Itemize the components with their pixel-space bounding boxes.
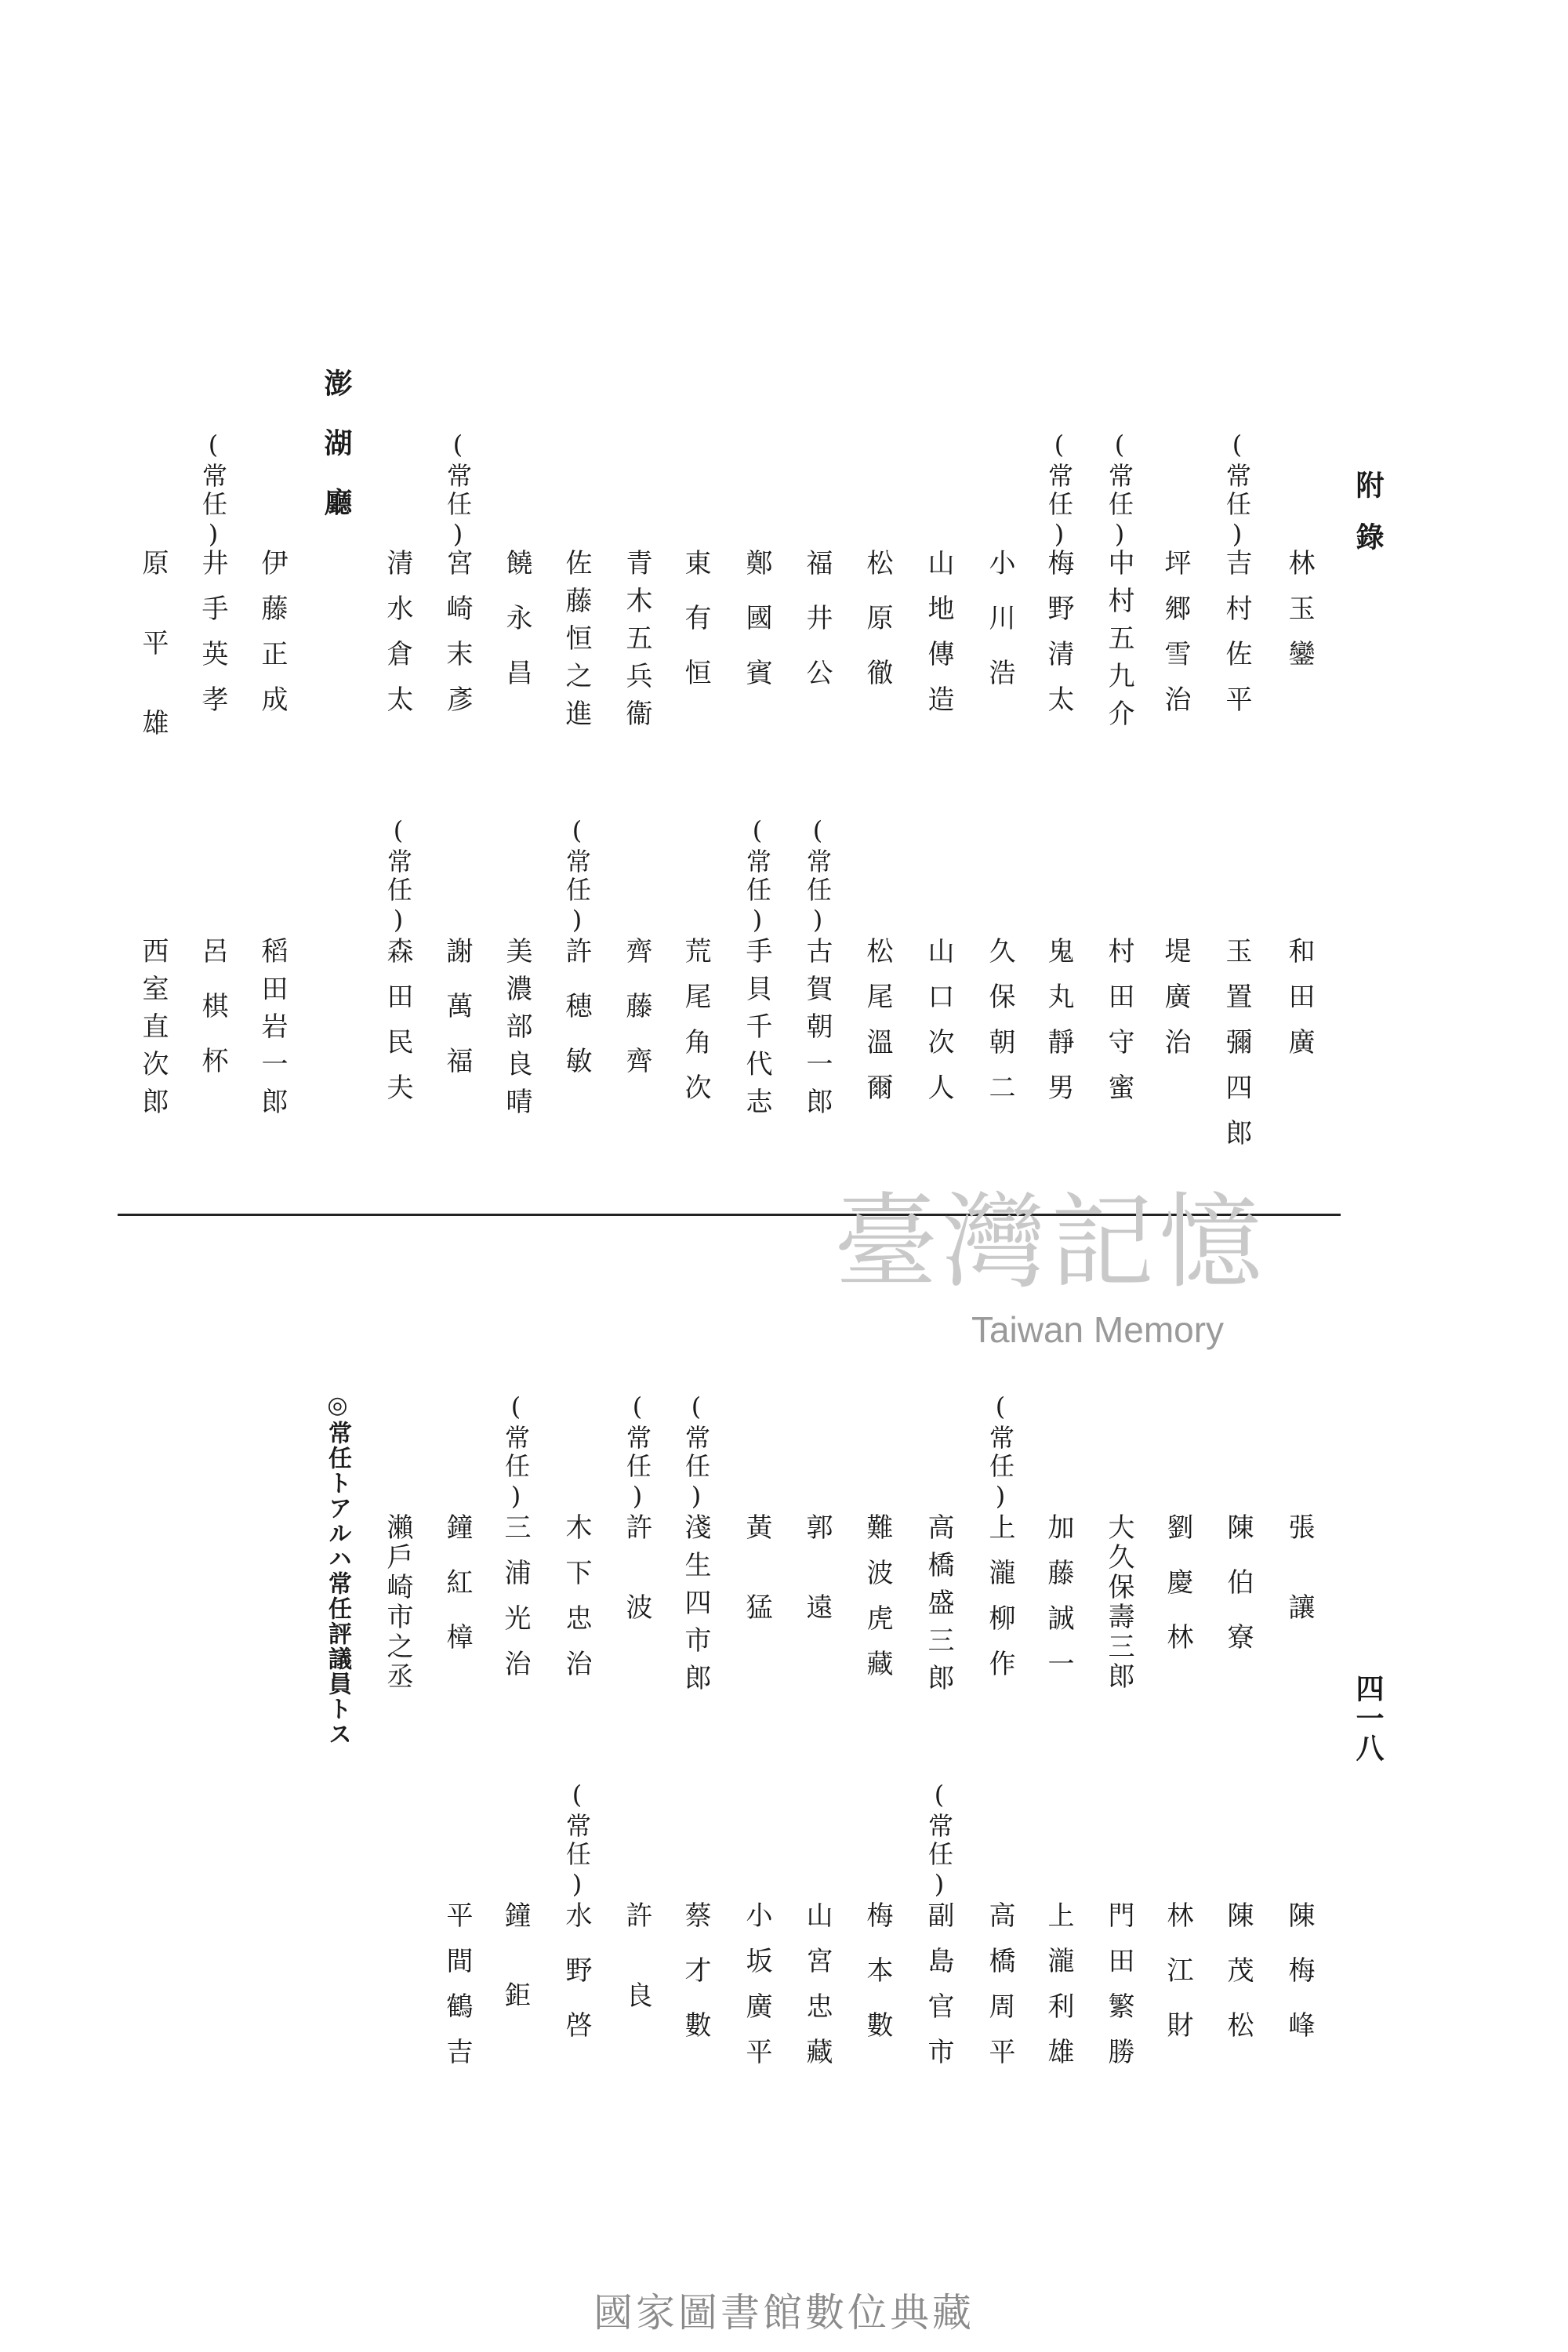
upper-col13-bottom: 許穂敏 [561,937,592,1102]
lower-col12-top: 許波 [621,1513,652,1673]
lower-col11-tag: (常任) [681,1392,711,1514]
lower-col2-bottom: 陳茂松 [1222,1901,1254,2066]
upper-col9-tag: (常任) [803,815,833,938]
lower-col9-top: 郭遠 [801,1513,833,1673]
page-number: 四一八 [1352,1674,1385,1763]
lower-col4-top: 大久保壽三郎 [1103,1513,1134,1692]
upper-col7-top: 山地傳造 [923,549,954,731]
upper-col9-top: 福井公 [801,549,833,713]
lower-col8-bottom: 梅本數 [862,1901,893,2066]
lower-col14-top: 三浦光治 [499,1513,531,1695]
lower-col15-top: 鐘紅樟 [441,1513,473,1678]
lower-col13-top: 木下忠治 [561,1513,592,1695]
upper-col11-bottom: 荒尾角次 [680,937,711,1119]
upper-col4-tag: (常任) [1105,430,1134,552]
lower-col4-bottom: 門田繁勝 [1103,1901,1134,2083]
upper-col3-bottom: 堤廣治 [1160,937,1191,1073]
upper-col19-bottom: 西室直次郎 [137,937,169,1125]
upper-col6-top: 小川浩 [984,549,1015,713]
lower-col1-top: 張讓 [1283,1513,1315,1673]
library-footer: 國家圖書館數位典藏 [593,2290,975,2336]
lower-col9-bottom: 山宮忠藏 [801,1901,833,2083]
lower-col6-tag: (常任) [985,1392,1015,1514]
upper-col5-tag: (常任) [1044,430,1074,552]
watermark-en: Taiwan Memory [971,1309,1225,1350]
upper-col19-top: 原平雄 [137,549,169,789]
lower-col7-tag: (常任) [924,1780,954,1902]
upper-col14-bottom: 美濃部良晴 [501,937,532,1125]
upper-col15-top: 宮崎末彥 [441,549,473,731]
upper-col10-bottom: 手貝千代志 [741,937,772,1125]
lower-col16-top: 瀨戶崎市之丞 [382,1513,413,1692]
lower-col11-bottom-top: 淺生四市郎 [680,1513,711,1701]
lower-col5-bottom: 上瀧利雄 [1043,1901,1074,2083]
lower-col10-top: 黃猛 [741,1513,772,1673]
upper-col5-bottom: 鬼丸靜男 [1043,937,1074,1119]
upper-col12-top: 青木五兵衞 [621,549,652,737]
lower-col3-bottom: 林江財 [1162,1901,1193,2066]
penghu-prefecture-heading: 澎湖廳 [320,368,353,547]
lower-col1-bottom: 陳梅峰 [1283,1901,1315,2066]
lower-col12-bottom: 許良 [621,1901,652,2061]
upper-col13-top: 佐藤恒之進 [561,549,592,737]
taiwan-memory-watermark [768,1176,1333,1364]
lower-col14-bottom: 鐘鉅 [499,1901,531,2061]
upper-col8-bottom: 松尾溫爾 [862,937,893,1119]
lower-col13-tag: (常任) [562,1780,592,1902]
upper-col2-top: 吉村佐平 [1221,549,1252,731]
upper-col16-tag: (常任) [383,815,413,938]
upper-col1-top: 林玉鑾 [1283,549,1315,685]
lower-col5-top: 加藤誠一 [1043,1513,1074,1695]
upper-col14-top: 饒永昌 [501,549,532,713]
lower-col11-bottom: 蔡才數 [680,1901,711,2066]
upper-col15-bottom: 謝萬福 [441,937,473,1102]
lower-col7-top: 高橋盛三郎 [923,1513,954,1701]
upper-col8-top: 松原徹 [862,549,893,713]
upper-col10-tag: (常任) [742,815,772,938]
footnote-standing-member: ◎常任トアルハ常任評議員トス [324,1392,351,1747]
watermark-cjk: 臺灣記憶 [834,1182,1267,1303]
upper-col3-top: 坪郷雪治 [1160,549,1191,731]
lower-col6-top: 上瀧柳作 [984,1513,1015,1695]
upper-col16-bottom: 森田民夫 [382,937,413,1119]
upper-col4-bottom: 村田守蜜 [1103,937,1134,1119]
upper-col2-bottom: 玉置彌四郎 [1221,937,1252,1164]
upper-col18-top: 井手英孝 [197,549,228,731]
upper-col18-bottom: 呂棋杯 [197,937,228,1102]
upper-col7-bottom: 山口次人 [923,937,954,1119]
upper-col16-top: 清水倉太 [382,549,413,731]
upper-col9-bottom: 古賀朝一郎 [801,937,833,1125]
lower-col8-top: 難波虎藏 [862,1513,893,1695]
upper-col12-bottom: 齊藤齊 [621,937,652,1102]
upper-col11-top: 東有恒 [680,549,711,713]
lower-col13-bottom: 水野啓 [561,1901,592,2066]
lower-col14-tag: (常任) [501,1392,531,1514]
section-title: 附錄 [1352,470,1385,574]
upper-col10-top: 鄭國賓 [741,549,772,713]
lower-col15-bottom: 平間鶴吉 [441,1901,473,2083]
upper-col5-top: 梅野清太 [1043,549,1074,731]
upper-col17-top: 伊藤正成 [256,549,288,731]
lower-col6-bottom: 高橋周平 [984,1901,1015,2083]
upper-col18-tag: (常任) [198,430,228,552]
lower-col3-top: 劉慶林 [1162,1513,1193,1678]
lower-col10-bottom: 小坂廣平 [741,1901,772,2083]
upper-col1-bottom: 和田廣 [1283,937,1315,1073]
lower-col7-bottom: 副島官市 [923,1901,954,2083]
upper-col4-top: 中村五九介 [1103,549,1134,737]
upper-col2-tag: (常任) [1222,430,1252,552]
upper-col15-tag: (常任) [443,430,473,552]
upper-col6-bottom: 久保朝二 [984,937,1015,1119]
upper-col13-tag: (常任) [562,815,592,938]
lower-col12-tag: (常任) [622,1392,652,1514]
lower-col2-top: 陳伯寮 [1222,1513,1254,1678]
upper-col17-bottom: 稻田岩一郎 [256,937,288,1125]
